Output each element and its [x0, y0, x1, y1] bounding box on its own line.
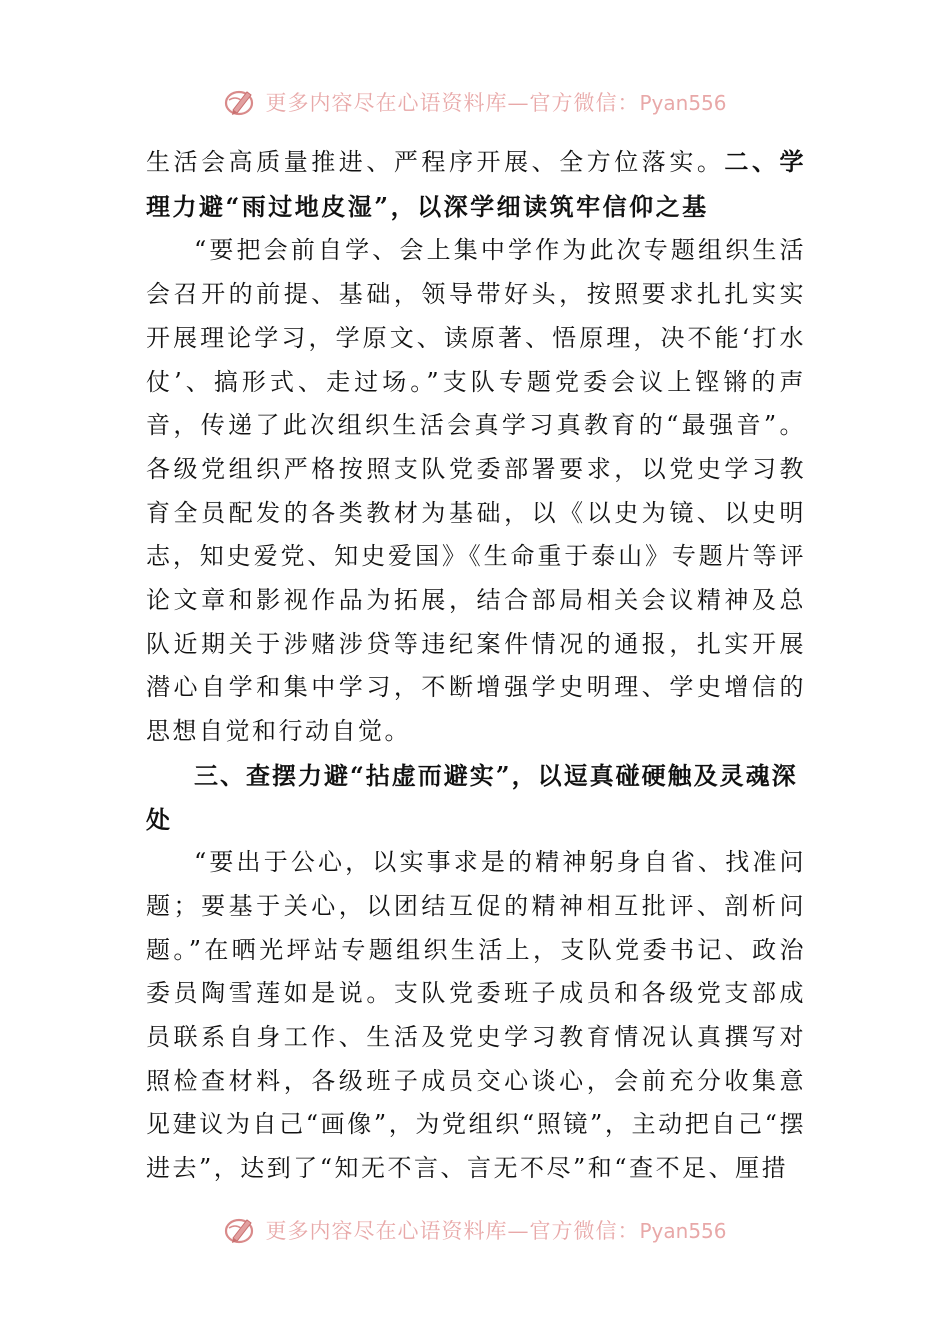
- section-heading-2: 二、学理力避“雨过地皮湿”，以深学细读筑牢信仰之基: [146, 147, 807, 221]
- paragraph-1-text: 生活会高质量推进、严程序开展、全方位落实。: [146, 148, 725, 176]
- pen-logo-icon: [223, 86, 259, 118]
- section-heading-3: 三、查摆力避“拈虚而避实”，以逗真碰硬触及灵魂深处: [146, 760, 798, 834]
- watermark-wechat-id: Pyan556: [639, 1219, 727, 1243]
- pen-logo-icon: [223, 1214, 259, 1246]
- watermark-header: [0, 82, 950, 122]
- paragraph-1: [146, 140, 806, 229]
- paragraph-2: “要把会前自学、会上集中学作为此次专题组织生活会召开的前提、基础，领导带好头，按照要求扎扎实实开展理论学习，学原文、读原著、悟原理，决不能‘打水仗’、搞形式、走过场。”支队专题党委会议上铿锵的声音，传递了此次组织生活会真学习真教育的“最强音”。各级党组织严格按照支队党委部署要求，以党史学习教育全员配发的各类教材为基础，以《以史为镜、以史明志，知史爱党、知史爱国》《生命重于泰山》专题片等评论文章和影视作品为拓展，结合部局相关会议精神及总队近期关于涉赌涉贷等违纪案件情况的通报，扎实开展潜心自学和集中学习，不断增强学史明理、学史增信的思想自觉和行动自觉。: [146, 236, 806, 746]
- watermark-text: 更多内容尽在心语资料库—官方微信：Pyan556: [265, 91, 727, 115]
- watermark-footer: [0, 1210, 950, 1250]
- document-body: [146, 140, 806, 1191]
- watermark-wechat-id: Pyan556: [639, 91, 727, 115]
- paragraph-3: “要出于公心，以实事求是的精神躬身自省、找准问题；要基于关心，以团结互促的精神相互批评、剖析问题。”在晒光坪站专题组织生活上，支队党委书记、政治委员陶雪莲如是说。支队党委班子成员和各级党支部成员联系自身工作、生活及党史学习教育情况认真撰写对照检查材料，各级班子成员交心谈心，会前充分收集意见建议为自己“画像”，为党组织“照镜”，主动把自己“摆进去”，达到了“知无不言、言无不尽”和“查不足、厘措: [146, 848, 806, 1183]
- watermark-text: 更多内容尽在心语资料库—官方微信：Pyan556: [265, 1219, 727, 1243]
